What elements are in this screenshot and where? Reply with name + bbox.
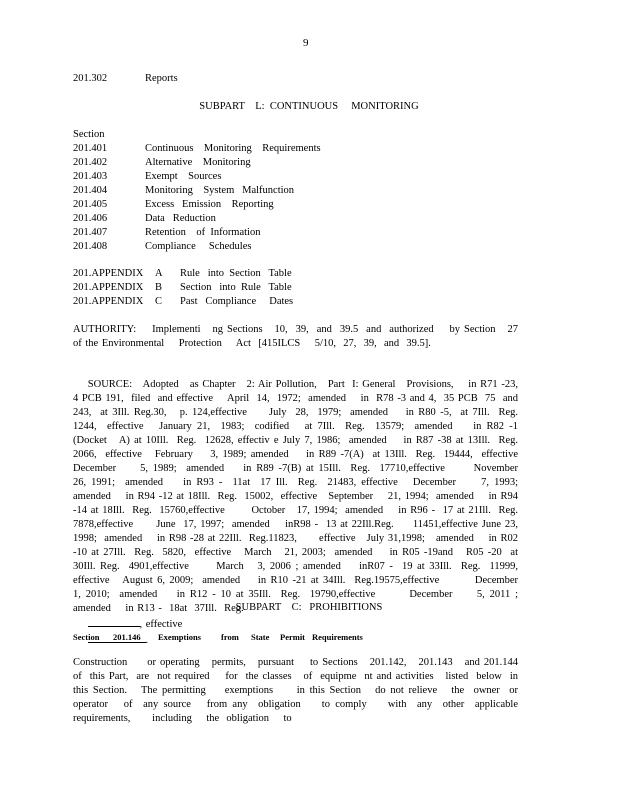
section-number: 201.402 bbox=[73, 157, 108, 168]
page-number: 9 bbox=[303, 37, 309, 49]
section-entry bbox=[73, 142, 321, 156]
section-title: Continuous Monitoring Requirements bbox=[145, 143, 321, 154]
source-paragraph bbox=[73, 364, 537, 662]
section-number: 201.146 bbox=[113, 632, 141, 642]
section-label: Section bbox=[73, 129, 105, 140]
section-number: 201.408 bbox=[73, 241, 108, 252]
appendix-entry bbox=[73, 295, 293, 309]
appendix-letter: A bbox=[155, 268, 163, 279]
blank-line bbox=[88, 616, 140, 627]
section-entry bbox=[73, 184, 294, 198]
appendix-title: Section into Rule Table bbox=[180, 282, 292, 293]
section-title: Monitoring System Malfunction bbox=[145, 185, 295, 196]
reports-entry bbox=[73, 72, 178, 86]
section-number: 201.405 bbox=[73, 199, 108, 210]
appendix-title: Rule into Section Table bbox=[180, 268, 292, 279]
title-word: Permit bbox=[280, 632, 306, 642]
section-number: 201.407 bbox=[73, 227, 108, 238]
section-201-146-heading bbox=[73, 631, 363, 643]
title-word: State bbox=[251, 632, 270, 642]
appendix-number: 201.APPENDIX bbox=[73, 268, 144, 279]
appendix-title: Past Compliance Dates bbox=[180, 296, 294, 307]
appendix-entry bbox=[73, 281, 292, 295]
section-title: Exempt Sources bbox=[145, 171, 222, 182]
section-entry bbox=[73, 198, 274, 212]
section-entry bbox=[73, 240, 251, 254]
appendix-entry bbox=[73, 267, 292, 281]
source-end: . bbox=[145, 635, 149, 646]
source-effective: , effective bbox=[139, 619, 183, 630]
subpart-c-heading: SUBPART C: PROHIBITIONS bbox=[235, 602, 383, 613]
section-number: 201.406 bbox=[73, 213, 108, 224]
title-word: Exemptions bbox=[158, 632, 201, 642]
appendix-number: 201.APPENDIX bbox=[73, 282, 144, 293]
section-title: Retention of Information bbox=[145, 227, 261, 238]
construction-paragraph: Construction or operating permits, pursuant to Sections 201.142, 201.143 and 201.144 of this Part, are not required for the classes of equipme nt and activities listed below in this Section. The permitting exemptions in this Section do not relieve the owner or operator of any source from any obligation to comply with any other applicable requirements, including the obligation to bbox=[73, 657, 533, 724]
section-title: Reports bbox=[145, 73, 178, 84]
section-number: 201.403 bbox=[73, 171, 108, 182]
authority-paragraph: AUTHORITY: Implementi ng Sections 10, 39, and 39.5 and authorized by Section 27 of the Environmental Protection Act [415ILCS 5/10, 27, 39, and 39.5]. bbox=[73, 324, 522, 349]
subpart-l-heading: SUBPART L: CONTINUOUS MONITORING bbox=[199, 101, 419, 112]
appendix-letter: B bbox=[155, 282, 163, 293]
section-title: Compliance Schedules bbox=[145, 241, 252, 252]
section-entry bbox=[73, 212, 216, 226]
section-entry bbox=[73, 156, 251, 170]
section-number: 201.404 bbox=[73, 185, 108, 196]
title-word: from bbox=[221, 632, 239, 642]
title-word: Requirements bbox=[312, 632, 363, 642]
section-entry bbox=[73, 226, 260, 240]
section-entry bbox=[73, 170, 221, 184]
section-title: Data Reduction bbox=[145, 213, 216, 224]
section-number: 201.302 bbox=[73, 73, 108, 84]
section-title: Excess Emission Reporting bbox=[145, 199, 274, 210]
section-label: Section bbox=[73, 632, 100, 642]
appendix-number: 201.APPENDIX bbox=[73, 296, 144, 307]
section-title: Alternative Monitoring bbox=[145, 157, 251, 168]
source-text: SOURCE: Adopted as Chapter 2: Air Pollution, Part I: General Provisions, in R71 -23, 4 PCB 191, filed and effective April 14, 1972; amended in R78 -3 and 4, 35 PCB 75 and 243, at 3Ill. Reg.30, p. 124,effective July 28, 1979; amended in R80 -5, at 7Ill. Reg. 1244, effective January 21, 1983; codified at 7Ill. Reg. 13579; amended in R82 -1 (Docket A) at 10Ill. Reg. 12628, effectiv e July 7, 1986; amended in R87 -38 at 13Ill. Reg. 2066, effective February 3, 1989; amended in R89 -7(A) at 13Ill. Reg. 19444, effective December 5, 1989; amended in R89 -7(B) at 15Ill. Reg. 17710,effective November 26, 1991; amended in R93 - 11at 17 Ill. Reg. 21483, effective December 7, 1993; amended in R94 -12 at 18Ill. Reg. 15002, effective September 21, 1994; amended in R94 -14 at 18Ill. Reg. 15760,effective October 17, 1994; amended in R96 - 17 at 21Ill. Reg. 7878,effective June 17, 1997; amended inR98 - 13 at 22Ill.Reg. 11451,effective June 23, 1998; amended in R98 -28 at 22Ill. Reg.11823, effective July 31,1998; amended in R02 -10 at 27Ill. Reg. 5820, effective March 21, 2003; amended in R05 -19and R05 -20 at 30Ill. Reg. 4901,effective March 3, 2006 ; amended inR07 - 19 at 33Ill. Reg. 11999, effective August 6, 2009; amended in R10 -21 at 34Ill. Reg.19575,effective December 1, 2010; amended in R12 - 10 at 35Ill. Reg. 19790,effective December 5, 2011 ; amended in R13 - 18at 37Ill. Reg. bbox=[73, 379, 537, 614]
section-number: 201.401 bbox=[73, 143, 108, 154]
appendix-letter: C bbox=[155, 296, 163, 307]
